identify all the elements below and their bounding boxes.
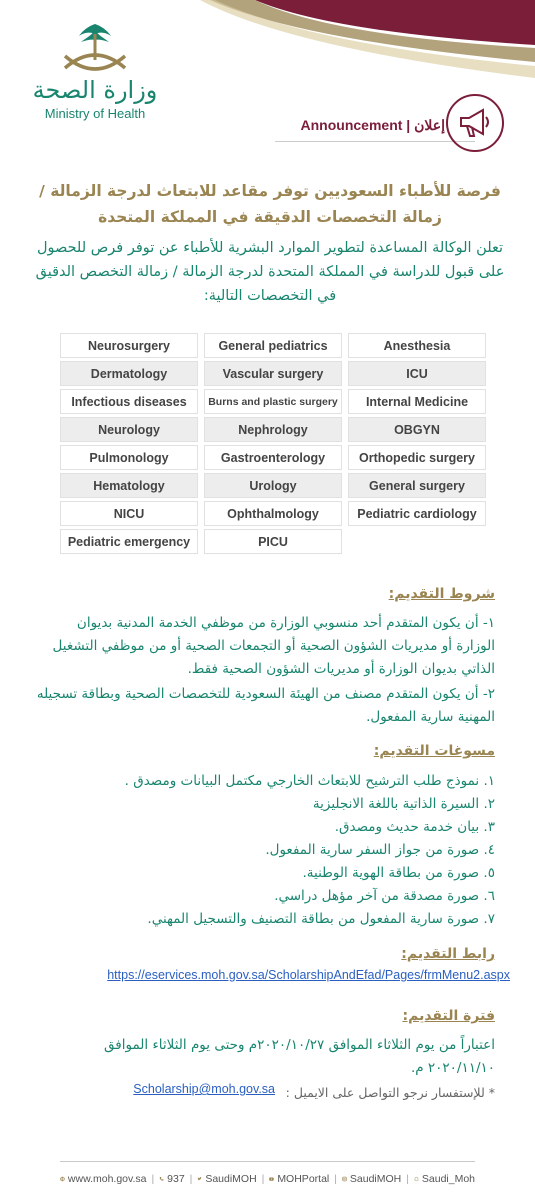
specialty-cell: Anesthesia bbox=[348, 333, 486, 358]
twitter-icon bbox=[197, 1174, 202, 1184]
specialty-cell: Pulmonology bbox=[60, 445, 198, 470]
specialty-cell: Burns and plastic surgery bbox=[204, 389, 342, 414]
document-item: ٤. صورة من جواز السفر سارية المفعول. bbox=[265, 842, 495, 858]
moh-logo bbox=[30, 20, 160, 130]
globe-icon bbox=[60, 1174, 65, 1184]
specialty-cell: Gastroenterology bbox=[204, 445, 342, 470]
specialty-cell: Urology bbox=[204, 473, 342, 498]
footer-snapchat[interactable]: Saudi_Moh bbox=[421, 1173, 476, 1185]
apply-link[interactable]: https://eservices.moh.gov.sa/ScholarshipAndEfad/Pages/frmMenu2.aspx bbox=[107, 968, 510, 982]
footer-separator: | bbox=[334, 1173, 337, 1185]
specialty-cell: General surgery bbox=[348, 473, 486, 498]
page-title: فرصة للأطباء السعوديين توفر مقاعد للابتعاث لدرجة الزمالة / زمالة التخصصات الدقيقة في المملكة المتحدة bbox=[39, 182, 501, 226]
footer-phone[interactable]: 937 bbox=[167, 1173, 185, 1185]
apply-link-heading: رابط التقديم: bbox=[401, 946, 495, 962]
period-heading: فترة التقديم: bbox=[402, 1008, 495, 1024]
megaphone-icon bbox=[446, 94, 504, 152]
period-text: اعتباراً من يوم الثلاثاء الموافق ٢٠٢٠/١٠/٢٧م وحتى يوم الثلاثاء الموافق ٢٠٢٠/١١/١٠ م. bbox=[104, 1037, 495, 1076]
youtube-icon bbox=[269, 1174, 274, 1184]
specialty-cell: ICU bbox=[348, 361, 486, 386]
condition-item-1: ١- أن يكون المتقدم أحد منسوبي الوزارة من موظفي الخدمة المدنية بديوان الوزارة أو مديريات الشؤون الصحية أو التجمعات الصحية أو من موظفي التشغيل الذاتي بديوان الوزارة أو مديريات الشؤون الصحية فقط. bbox=[52, 615, 495, 677]
specialty-cell: PICU bbox=[204, 529, 342, 554]
specialty-cell: Ophthalmology bbox=[204, 501, 342, 526]
specialty-cell: Vascular surgery bbox=[204, 361, 342, 386]
specialty-cell: Neurosurgery bbox=[60, 333, 198, 358]
specialty-cell: OBGYN bbox=[348, 417, 486, 442]
logo-arabic-name: وزارة الصحة bbox=[32, 76, 158, 104]
announcement-divider bbox=[275, 141, 475, 142]
document-item: ٥. صورة من بطاقة الهوية الوطنية. bbox=[302, 865, 495, 881]
footer-twitter[interactable]: SaudiMOH bbox=[205, 1173, 257, 1185]
announcement-label: Announcement | إعلان bbox=[300, 117, 445, 133]
document-item: ١. نموذج طلب الترشيح للابتعاث الخارجي مكتمل البيانات ومصدق . bbox=[124, 773, 495, 789]
footer-website[interactable]: www.moh.gov.sa bbox=[67, 1173, 147, 1185]
conditions-heading: شروط التقديم: bbox=[388, 586, 495, 602]
footer-youtube[interactable]: MOHPortal bbox=[277, 1173, 330, 1185]
footer-separator: | bbox=[261, 1173, 265, 1185]
snapchat-icon bbox=[414, 1174, 419, 1184]
intro-text: تعلن الوكالة المساعدة لتطوير الموارد البشرية للأطباء عن توفر فرص للحصول على قبول للدراسة في المملكة المتحدة لدرجة الزمالة / زمالة التخصص الدقيق في التخصصات التالية: bbox=[35, 240, 505, 304]
specialty-cell: Dermatology bbox=[60, 361, 198, 386]
specialty-cell: NICU bbox=[60, 501, 198, 526]
phone-icon bbox=[159, 1174, 164, 1184]
specialty-cell: Hematology bbox=[60, 473, 198, 498]
specialty-cell: Pediatric emergency bbox=[60, 529, 198, 554]
specialty-cell: General pediatrics bbox=[204, 333, 342, 358]
document-item: ٣. بيان خدمة حديث ومصدق. bbox=[334, 819, 495, 835]
palm-swords-emblem-icon bbox=[55, 20, 135, 75]
footer-separator: | bbox=[406, 1173, 409, 1185]
contact-email[interactable]: Scholarship@moh.gov.sa bbox=[133, 1082, 275, 1096]
specialties-table bbox=[60, 333, 490, 558]
specialty-cell: Internal Medicine bbox=[348, 389, 486, 414]
specialty-cell: Nephrology bbox=[204, 417, 342, 442]
specialty-cell: Pediatric cardiology bbox=[348, 501, 486, 526]
document-item: ٢. السيرة الذاتية باللغة الانجليزية bbox=[312, 796, 495, 812]
documents-heading: مسوغات التقديم: bbox=[373, 743, 495, 759]
footer-separator: | bbox=[189, 1173, 193, 1185]
condition-item-2: ٢- أن يكون المتقدم مصنف من الهيئة السعودية للتخصصات الصحية وبطاقة تسجيله المهنية سارية المفعول. bbox=[36, 686, 495, 725]
logo-english-name: Ministry of Health bbox=[44, 106, 146, 121]
footer-separator: | bbox=[151, 1173, 155, 1185]
footer bbox=[60, 1170, 475, 1188]
specialty-cell: Infectious diseases bbox=[60, 389, 198, 414]
specialty-cell: Neurology bbox=[60, 417, 198, 442]
specialty-cell: Orthopedic surgery bbox=[348, 445, 486, 470]
footer-instagram[interactable]: SaudiMOH bbox=[349, 1173, 402, 1185]
document-item: ٧. صورة سارية المفعول من بطاقة التصنيف والتسجيل المهني. bbox=[147, 911, 495, 927]
footer-divider bbox=[60, 1161, 475, 1162]
contact-text: * للإستفسار نرجو التواصل على الايميل : bbox=[285, 1085, 495, 1100]
instagram-icon bbox=[342, 1174, 347, 1184]
document-item: ٦. صورة مصدقة من آخر مؤهل دراسي. bbox=[274, 888, 495, 904]
